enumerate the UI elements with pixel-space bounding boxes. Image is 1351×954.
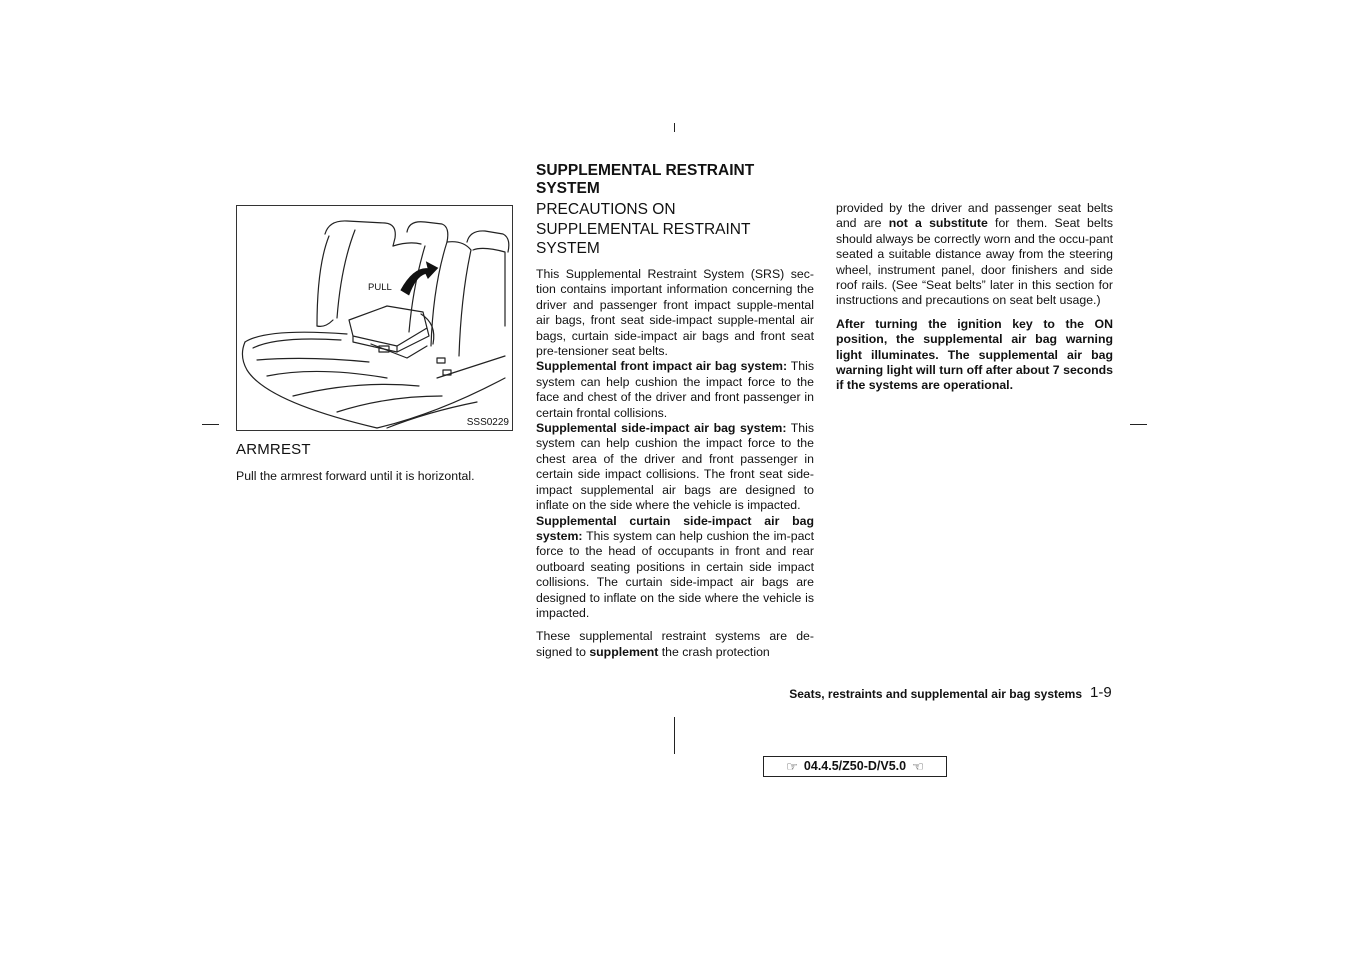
supplement-text-post: the crash protection	[658, 644, 770, 659]
front-airbag-paragraph	[536, 359, 814, 421]
curtain-airbag-text: This system can help cushion the im-pact force to the head of occupants in front and rear outboard seating positions in certain side impact collisions. The curtain side-impact air bags are designed to inflate on the side where the vehicle is impacted.	[536, 528, 814, 620]
srs-heading: SUPPLEMENTAL RESTRAINT SYSTEM	[536, 162, 755, 197]
document-code-box	[763, 756, 947, 777]
continuation-text-post: for them. Seat belts should always be correctly worn and the occu-pant seated a suitable distance away from the steering wheel, instrument panel, door finishers and side roof rails. (See “Seat belts” later in this section for instructions and precautions on seat belt usage.)	[836, 216, 1114, 308]
armrest-illustration	[236, 205, 513, 431]
supplement-text-pre: These supplemental restraint systems are de-signed to	[536, 629, 814, 659]
curtain-airbag-label: Supplemental curtain side-impact air bag system:	[536, 513, 814, 543]
side-airbag-paragraph	[536, 421, 814, 513]
side-airbag-text: This system can help cushion the impact force to the chest area of the driver and front passenger in certain side impact collisions. The front seat side-impact supplemental air bags are designed to inflate on the side where the vehicle is impacted.	[536, 421, 814, 513]
pull-label: PULL	[368, 282, 392, 293]
right-column-body	[836, 201, 1113, 394]
crop-mark-bottom	[674, 717, 675, 754]
pointing-hand-right-icon: ☞	[786, 759, 798, 774]
subheading-line: SUPPLEMENTAL RESTRAINT	[536, 220, 751, 238]
curtain-airbag-paragraph	[536, 514, 814, 622]
subheading-line: SYSTEM	[536, 240, 600, 257]
crop-mark-left	[202, 424, 219, 425]
front-airbag-label: Supplemental front impact air bag system:	[536, 359, 788, 374]
front-airbag-text: This system can help cushion the impact force to the face and chest of the driver and front passenger in certain frontal collisions.	[536, 359, 814, 420]
warning-light-paragraph	[836, 317, 1113, 394]
pointing-hand-left-icon: ☜	[912, 759, 924, 774]
srs-intro: This Supplemental Restraint System (SRS) sec-tion contains important information concerning the driver and passenger front impact supple-mental air bags, front seat side-impact supple-mental air bags, curtain side-impact air bags and front seat pre-tensioner seat belts.	[536, 267, 814, 359]
rear-seat-drawing	[237, 206, 512, 430]
armrest-text: Pull the armrest forward until it is horizontal.	[236, 469, 475, 483]
continuation-text-pre: provided by the driver and passenger seat belts and are	[836, 201, 1113, 231]
section-title: Seats, restraints and supplemental air bag systems	[789, 687, 1082, 701]
crop-mark-right	[1130, 424, 1147, 425]
srs-subheading	[536, 200, 816, 259]
page-number: 1-9	[1090, 684, 1112, 701]
warning-light-text: After turning the ignition key to the ON position, the supplemental air bag warning light illuminates. The supplemental air bag warning light will turn off after about 7 seconds if the systems are operational.	[836, 316, 1113, 393]
crop-mark-top	[674, 123, 675, 132]
armrest-heading: ARMREST	[236, 441, 311, 458]
supplement-bold: supplement	[589, 644, 659, 659]
supplement-paragraph	[536, 629, 814, 660]
continuation-paragraph	[836, 201, 1113, 309]
subheading-line: PRECAUTIONS ON	[536, 201, 676, 218]
side-airbag-label: Supplemental side-impact air bag system:	[536, 421, 787, 436]
document-code: 04.4.5/Z50-D/V5.0	[803, 759, 907, 773]
middle-column-body	[536, 267, 814, 660]
figure-code: SSS0229	[466, 417, 509, 428]
not-substitute-bold: not a substitute	[888, 216, 988, 231]
